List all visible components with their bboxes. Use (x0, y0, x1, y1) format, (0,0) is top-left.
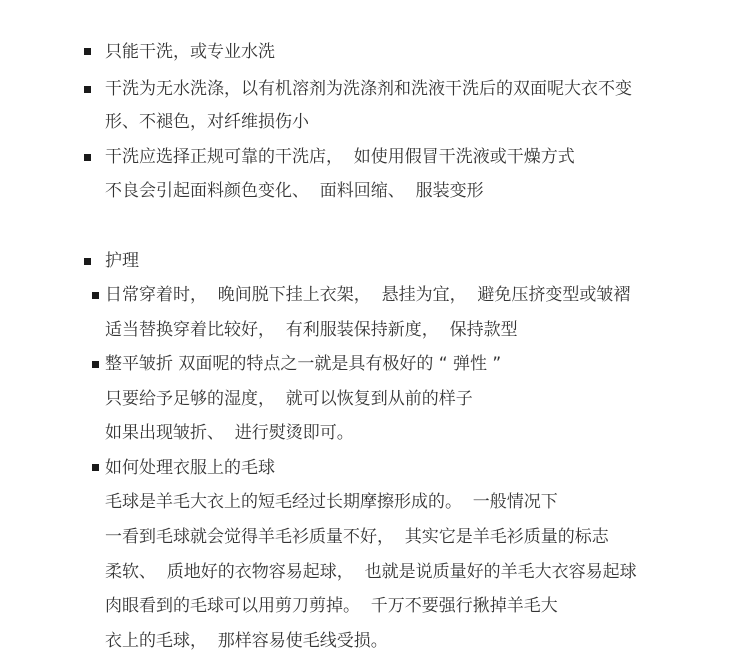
bullet-marker (92, 292, 99, 299)
care-item-3-line-1: 如何处理衣服上的毛球 (105, 458, 275, 478)
wash-item-1-line-1: 只能干洗，或专业水洗 (105, 42, 275, 62)
bullet-marker (92, 361, 99, 368)
wash-item-3-line-2: 不良会引起面料颜色变化、 面料回缩、 服装变形 (105, 181, 484, 201)
care-item-3-line-5: 肉眼看到的毛球可以用剪刀剪掉。 千万不要强行揪掉羊毛大 (105, 596, 558, 616)
bullet-marker (84, 258, 91, 265)
wash-item-2-line-1: 干洗为无水洗涤，以有机溶剂为洗涤剂和洗液干洗后的双面呢大衣不变 (105, 79, 632, 99)
care-item-3-line-2: 毛球是羊毛大衣上的短毛经过长期摩擦形成的。 一般情况下 (105, 492, 558, 512)
care-item-3-line-4: 柔软、 质地好的衣物容易起球， 也就是说质量好的羊毛大衣容易起球 (105, 562, 637, 582)
bullet-marker (84, 154, 91, 161)
bullet-marker (84, 48, 91, 55)
care-item-2-line-2: 只要给予足够的湿度， 就可以恢复到从前的样子 (105, 389, 473, 409)
bullet-marker (84, 86, 91, 93)
wash-item-3-line-1: 干洗应选择正规可靠的干洗店， 如使用假冒干洗液或干燥方式 (105, 147, 575, 167)
bullet-marker (92, 464, 99, 471)
care-item-2-line-3: 如果出现皱折、 进行熨烫即可。 (105, 423, 354, 443)
care-item-3-line-3: 一看到毛球就会觉得羊毛衫质量不好， 其实它是羊毛衫质量的标志 (105, 527, 609, 547)
care-item-1-line-2: 适当替换穿着比较好， 有利服装保持新度， 保持款型 (105, 320, 518, 340)
wash-item-2-line-2: 形、不褪色，对纤维损伤小 (105, 112, 309, 132)
care-heading: 护理 (105, 251, 139, 271)
care-item-1-line-1: 日常穿着时， 晚间脱下挂上衣架， 悬挂为宜， 避免压挤变型或皱褶 (105, 285, 631, 305)
care-item-2-line-1: 整平皱折 双面呢的特点之一就是具有极好的 “ 弹性 ” (105, 354, 502, 374)
care-item-3-line-6: 衣上的毛球， 那样容易使毛线受损。 (105, 631, 388, 651)
